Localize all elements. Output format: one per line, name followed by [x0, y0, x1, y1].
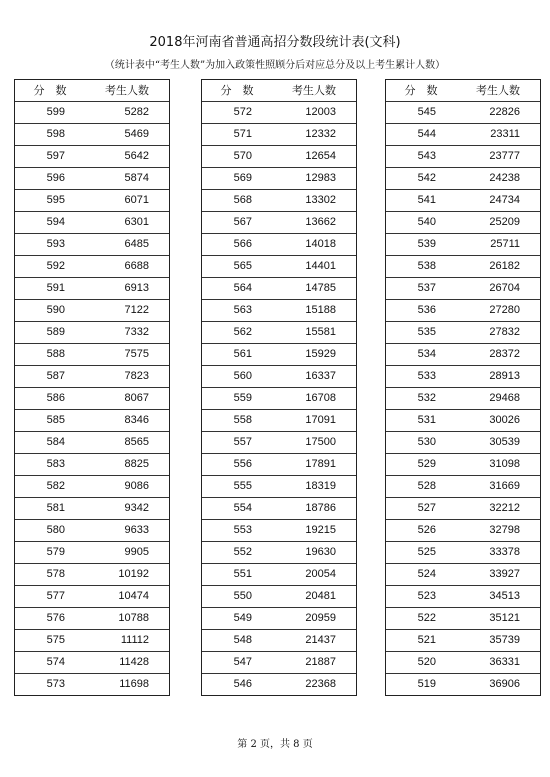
table-row: [15, 432, 169, 454]
score-cell: 594: [46, 216, 65, 228]
candidate-count-cell: 8067: [124, 392, 149, 404]
candidate-count-cell: 23777: [489, 150, 520, 162]
score-cell: 580: [46, 524, 65, 536]
table-row: [15, 256, 169, 278]
score-cell: 598: [46, 128, 65, 140]
candidate-count-cell: 5874: [124, 172, 149, 184]
header-candidate-count: 考生人数: [292, 84, 336, 97]
table-row: [202, 520, 356, 542]
score-cell: 579: [46, 546, 65, 558]
table-row: [202, 454, 356, 476]
table-row: [202, 366, 356, 388]
table-row: [15, 212, 169, 234]
table-row: [386, 542, 540, 564]
table-row: [15, 454, 169, 476]
score-cell: 540: [417, 216, 436, 228]
candidate-count-cell: 22826: [489, 106, 520, 118]
score-cell: 595: [46, 194, 65, 206]
table-row: [386, 476, 540, 498]
score-cell: 582: [46, 480, 65, 492]
score-cell: 545: [417, 106, 436, 118]
candidate-count-cell: 5282: [124, 106, 149, 118]
score-cell: 550: [233, 590, 252, 602]
candidate-count-cell: 10192: [118, 568, 149, 580]
candidate-count-cell: 17891: [305, 458, 336, 470]
candidate-count-cell: 15581: [305, 326, 336, 338]
candidate-count-cell: 32798: [489, 524, 520, 536]
score-cell: 570: [233, 150, 252, 162]
page-footer: 第 2 页，共 8 页: [237, 739, 313, 750]
table-row: [202, 586, 356, 608]
header-score: 分 数: [220, 84, 254, 97]
table-row: [15, 498, 169, 520]
candidate-count-cell: 16708: [305, 392, 336, 404]
table-row: [202, 190, 356, 212]
score-cell: 563: [233, 304, 252, 316]
score-table-2: [201, 79, 357, 696]
candidate-count-cell: 9086: [124, 480, 149, 492]
candidate-count-cell: 5469: [124, 128, 149, 140]
table-row: [202, 212, 356, 234]
table-row: [15, 322, 169, 344]
score-cell: 567: [233, 216, 252, 228]
table-row: [202, 388, 356, 410]
candidate-count-cell: 34513: [489, 590, 520, 602]
score-cell: 573: [46, 678, 65, 690]
score-cell: 564: [233, 282, 252, 294]
score-cell: 533: [417, 370, 436, 382]
table-row: [386, 256, 540, 278]
table-row: [15, 278, 169, 300]
table-row: [386, 300, 540, 322]
score-cell: 596: [46, 172, 65, 184]
candidate-count-cell: 20054: [305, 568, 336, 580]
table-row: [202, 498, 356, 520]
table-row: [386, 586, 540, 608]
table-row: [15, 102, 169, 124]
header-candidate-count: 考生人数: [105, 84, 149, 97]
score-cell: 586: [46, 392, 65, 404]
table-row: [15, 542, 169, 564]
candidate-count-cell: 8825: [124, 458, 149, 470]
candidate-count-cell: 31669: [489, 480, 520, 492]
candidate-count-cell: 6485: [124, 238, 149, 250]
candidate-count-cell: 29468: [489, 392, 520, 404]
candidate-count-cell: 25711: [490, 238, 520, 250]
candidate-count-cell: 33378: [489, 546, 520, 558]
score-cell: 536: [417, 304, 436, 316]
table-row: [386, 520, 540, 542]
table-row: [15, 168, 169, 190]
candidate-count-cell: 24238: [489, 172, 520, 184]
score-cell: 577: [46, 590, 65, 602]
table-row: [15, 344, 169, 366]
score-cell: 553: [233, 524, 252, 536]
candidate-count-cell: 14401: [305, 260, 336, 272]
table-row: [202, 542, 356, 564]
score-cell: 578: [46, 568, 65, 580]
candidate-count-cell: 12003: [305, 106, 336, 118]
table-header-row: [202, 80, 356, 102]
table-row: [386, 388, 540, 410]
candidate-count-cell: 20959: [305, 612, 336, 624]
score-cell: 555: [233, 480, 252, 492]
candidate-count-cell: 9905: [124, 546, 149, 558]
candidate-count-cell: 25209: [489, 216, 520, 228]
candidate-count-cell: 27280: [489, 304, 520, 316]
table-row: [15, 300, 169, 322]
table-row: [386, 454, 540, 476]
candidate-count-cell: 30539: [489, 436, 520, 448]
table-row: [202, 344, 356, 366]
candidate-count-cell: 8346: [124, 414, 149, 426]
table-header-row: [386, 80, 540, 102]
candidate-count-cell: 33927: [489, 568, 520, 580]
candidate-count-cell: 5642: [124, 150, 149, 162]
score-cell: 520: [417, 656, 436, 668]
score-cell: 541: [417, 194, 436, 206]
table-row: [386, 366, 540, 388]
candidate-count-cell: 15929: [305, 348, 336, 360]
candidate-count-cell: 28913: [489, 370, 520, 382]
score-cell: 524: [417, 568, 436, 580]
score-cell: 560: [233, 370, 252, 382]
table-row: [15, 674, 169, 695]
candidate-count-cell: 9342: [124, 502, 149, 514]
score-cell: 544: [417, 128, 436, 140]
score-cell: 521: [417, 634, 436, 646]
score-cell: 527: [417, 502, 436, 514]
table-row: [15, 124, 169, 146]
table-row: [15, 388, 169, 410]
header-candidate-count: 考生人数: [476, 84, 520, 97]
table-row: [202, 608, 356, 630]
score-table-1: [14, 79, 170, 696]
score-cell: 549: [233, 612, 252, 624]
candidate-count-cell: 23311: [490, 128, 520, 140]
table-row: [15, 520, 169, 542]
page-subtitle: （统计表中“考生人数”为加入政策性照顾分后对应总分及以上考生累计人数）: [104, 60, 446, 71]
score-cell: 561: [233, 348, 252, 360]
score-cell: 589: [46, 326, 65, 338]
candidate-count-cell: 8565: [124, 436, 149, 448]
candidate-count-cell: 9633: [124, 524, 149, 536]
table-row: [202, 146, 356, 168]
candidate-count-cell: 18786: [305, 502, 336, 514]
table-row: [386, 608, 540, 630]
header-score: 分 数: [33, 84, 67, 97]
score-cell: 559: [233, 392, 252, 404]
score-cell: 528: [417, 480, 436, 492]
table-row: [386, 146, 540, 168]
table-row: [15, 586, 169, 608]
candidate-count-cell: 12983: [305, 172, 336, 184]
header-score: 分 数: [404, 84, 438, 97]
candidate-count-cell: 21887: [305, 656, 336, 668]
candidate-count-cell: 6913: [124, 282, 149, 294]
table-row: [386, 102, 540, 124]
score-cell: 554: [233, 502, 252, 514]
candidate-count-cell: 26704: [489, 282, 520, 294]
candidate-count-cell: 35121: [489, 612, 520, 624]
candidate-count-cell: 27832: [489, 326, 520, 338]
candidate-count-cell: 18319: [305, 480, 336, 492]
score-cell: 534: [417, 348, 436, 360]
table-row: [386, 234, 540, 256]
score-cell: 539: [417, 238, 436, 250]
table-row: [202, 652, 356, 674]
candidate-count-cell: 19215: [305, 524, 336, 536]
score-cell: 593: [46, 238, 65, 250]
candidate-count-cell: 13302: [305, 194, 336, 206]
score-cell: 529: [417, 458, 436, 470]
candidate-count-cell: 31098: [489, 458, 520, 470]
score-cell: 547: [233, 656, 252, 668]
score-cell: 599: [46, 106, 65, 118]
score-cell: 556: [233, 458, 252, 470]
table-row: [202, 102, 356, 124]
table-row: [386, 410, 540, 432]
score-cell: 574: [46, 656, 65, 668]
table-row: [15, 608, 169, 630]
score-cell: 588: [46, 348, 65, 360]
score-cell: 557: [233, 436, 252, 448]
candidate-count-cell: 6301: [124, 216, 149, 228]
candidate-count-cell: 12654: [305, 150, 336, 162]
table-row: [15, 234, 169, 256]
candidate-count-cell: 21437: [305, 634, 336, 646]
table-row: [202, 564, 356, 586]
candidate-count-cell: 14785: [305, 282, 336, 294]
table-row: [15, 366, 169, 388]
score-cell: 566: [233, 238, 252, 250]
candidate-count-cell: 12332: [305, 128, 336, 140]
table-row: [202, 256, 356, 278]
page-title: 2018年河南省普通高招分数段统计表(文科): [149, 35, 401, 50]
candidate-count-cell: 10474: [118, 590, 149, 602]
score-table-3: [385, 79, 541, 696]
table-row: [386, 674, 540, 695]
table-header-row: [15, 80, 169, 102]
table-row: [386, 190, 540, 212]
score-cell: 546: [233, 678, 252, 690]
score-cell: 584: [46, 436, 65, 448]
table-row: [386, 564, 540, 586]
table-row: [386, 278, 540, 300]
candidate-count-cell: 20481: [305, 590, 336, 602]
score-cell: 532: [417, 392, 436, 404]
table-row: [202, 630, 356, 652]
score-cell: 597: [46, 150, 65, 162]
table-row: [15, 630, 169, 652]
table-row: [202, 322, 356, 344]
score-cell: 562: [233, 326, 252, 338]
table-row: [386, 322, 540, 344]
candidate-count-cell: 36906: [489, 678, 520, 690]
table-row: [202, 476, 356, 498]
score-cell: 523: [417, 590, 436, 602]
score-cell: 581: [46, 502, 65, 514]
candidate-count-cell: 7122: [124, 304, 149, 316]
table-row: [15, 564, 169, 586]
table-row: [202, 410, 356, 432]
score-cell: 585: [46, 414, 65, 426]
table-row: [386, 630, 540, 652]
candidate-count-cell: 11112: [120, 634, 149, 646]
score-cell: 592: [46, 260, 65, 272]
score-cell: 543: [417, 150, 436, 162]
score-cell: 576: [46, 612, 65, 624]
table-row: [202, 124, 356, 146]
candidate-count-cell: 6688: [124, 260, 149, 272]
score-cell: 538: [417, 260, 436, 272]
candidate-count-cell: 6071: [124, 194, 149, 206]
candidate-count-cell: 14018: [305, 238, 336, 250]
score-cell: 548: [233, 634, 252, 646]
table-row: [202, 674, 356, 695]
score-cell: 530: [417, 436, 436, 448]
score-cell: 551: [233, 568, 252, 580]
score-cell: 572: [233, 106, 252, 118]
score-cell: 565: [233, 260, 252, 272]
score-cell: 583: [46, 458, 65, 470]
candidate-count-cell: 13662: [305, 216, 336, 228]
score-cell: 575: [46, 634, 65, 646]
candidate-count-cell: 11698: [119, 678, 149, 690]
score-cell: 552: [233, 546, 252, 558]
table-row: [202, 278, 356, 300]
candidate-count-cell: 19630: [305, 546, 336, 558]
score-cell: 535: [417, 326, 436, 338]
table-row: [15, 476, 169, 498]
candidate-count-cell: 17500: [305, 436, 336, 448]
table-row: [386, 498, 540, 520]
table-row: [386, 432, 540, 454]
score-cell: 542: [417, 172, 436, 184]
score-cell: 558: [233, 414, 252, 426]
candidate-count-cell: 28372: [489, 348, 520, 360]
score-cell: 537: [417, 282, 436, 294]
score-cell: 526: [417, 524, 436, 536]
table-row: [15, 652, 169, 674]
table-row: [202, 234, 356, 256]
candidate-count-cell: 22368: [305, 678, 336, 690]
candidate-count-cell: 16337: [305, 370, 336, 382]
candidate-count-cell: 7575: [124, 348, 149, 360]
score-cell: 587: [46, 370, 65, 382]
candidate-count-cell: 26182: [489, 260, 520, 272]
table-row: [386, 168, 540, 190]
candidate-count-cell: 24734: [489, 194, 520, 206]
table-row: [202, 432, 356, 454]
table-row: [386, 124, 540, 146]
score-cell: 525: [417, 546, 436, 558]
score-cell: 519: [417, 678, 436, 690]
table-row: [15, 190, 169, 212]
score-cell: 531: [417, 414, 436, 426]
candidate-count-cell: 11428: [119, 656, 149, 668]
candidate-count-cell: 10788: [118, 612, 149, 624]
table-row: [386, 344, 540, 366]
candidate-count-cell: 17091: [305, 414, 336, 426]
candidate-count-cell: 15188: [305, 304, 336, 316]
score-cell: 591: [46, 282, 65, 294]
table-row: [386, 212, 540, 234]
score-cell: 568: [233, 194, 252, 206]
candidate-count-cell: 7332: [124, 326, 149, 338]
score-cell: 571: [233, 128, 252, 140]
table-row: [386, 652, 540, 674]
score-cell: 569: [233, 172, 252, 184]
candidate-count-cell: 36331: [489, 656, 520, 668]
score-cell: 522: [417, 612, 436, 624]
table-row: [15, 146, 169, 168]
table-row: [202, 168, 356, 190]
candidate-count-cell: 32212: [489, 502, 520, 514]
candidate-count-cell: 30026: [489, 414, 520, 426]
candidate-count-cell: 7823: [124, 370, 149, 382]
table-row: [202, 300, 356, 322]
table-row: [15, 410, 169, 432]
score-cell: 590: [46, 304, 65, 316]
candidate-count-cell: 35739: [489, 634, 520, 646]
